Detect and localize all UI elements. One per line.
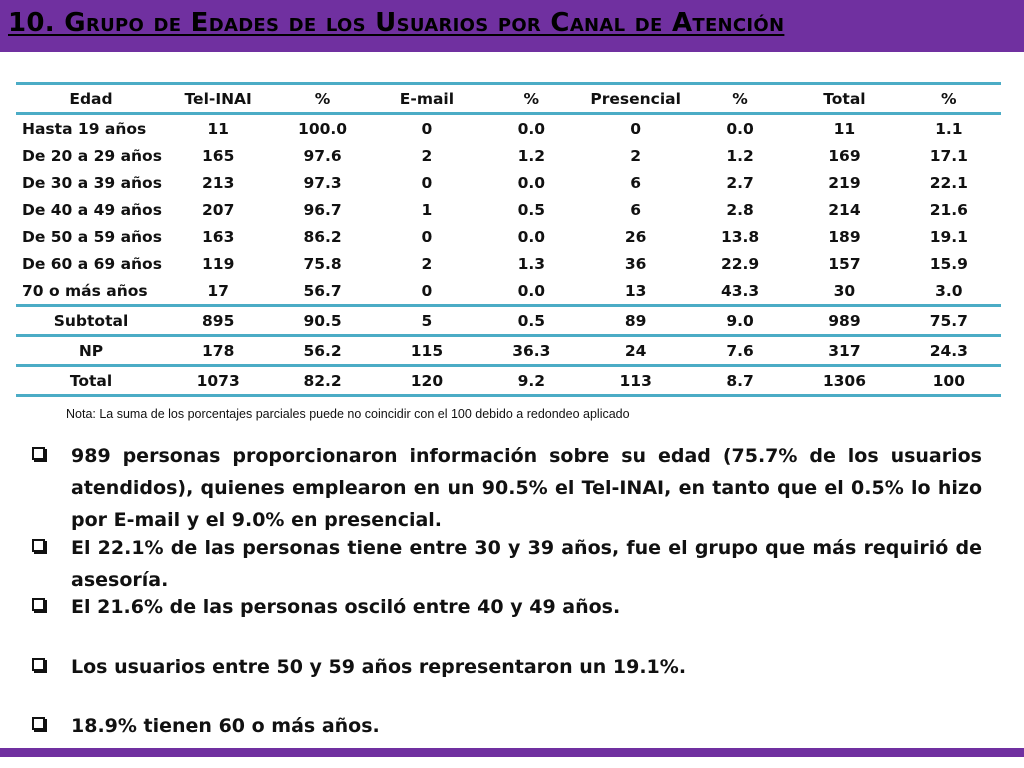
table-cell: 56.2 (270, 336, 374, 366)
table-cell: 1073 (166, 366, 270, 396)
table-cell: 24 (584, 336, 688, 366)
table-cell: 11 (207, 119, 229, 138)
table-cell: 75.7 (897, 306, 1001, 336)
table-cell: 86.2 (303, 227, 342, 246)
table-cell: 1.3 (517, 254, 546, 273)
table-cell: 36 (624, 254, 647, 273)
table-cell: 22.9 (720, 254, 760, 273)
bullet-item (32, 532, 982, 596)
table-cell: 165 (202, 146, 235, 165)
table-cell: 0 (421, 227, 433, 246)
table-cell: 0 (421, 173, 433, 192)
table-cell: 895 (166, 306, 270, 336)
table-cell: 2 (421, 146, 433, 165)
table-cell: 2.8 (726, 200, 754, 219)
table-cell: 15.9 (929, 254, 968, 273)
row-label-cell: NP (16, 336, 166, 366)
checkbox-bullet-icon (32, 717, 45, 730)
table-cell: 8.7 (688, 366, 792, 396)
bullet-item (32, 440, 982, 536)
row-label-cell: Total (16, 366, 166, 396)
table-footnote: Nota: La suma de los porcentajes parciales puede no coincidir con el 100 debido a redondeo aplicado (66, 407, 630, 421)
table-cell: 0.0 (517, 227, 546, 246)
checkbox-bullet-icon (32, 658, 45, 671)
table-cell: 317 (792, 336, 896, 366)
bullet-item (32, 591, 982, 623)
table-cell: 24.3 (897, 336, 1001, 366)
table-row (16, 277, 1001, 306)
table-cell: 36.3 (479, 336, 583, 366)
table-cell: 3.0 (935, 281, 963, 300)
footer-bar (0, 748, 1024, 757)
bullet-text: 18.9% tienen 60 o más años. (71, 715, 380, 737)
table-row (16, 223, 1001, 250)
table-cell: 6 (630, 200, 642, 219)
table-cell: 1.2 (517, 146, 546, 165)
table-row (16, 169, 1001, 196)
table-cell: 17.1 (929, 146, 968, 165)
table-cell: 213 (202, 173, 235, 192)
table-cell: 157 (828, 254, 861, 273)
table-cell: 207 (202, 200, 235, 219)
column-header: Total (823, 89, 866, 108)
table-cell: 56.7 (303, 281, 342, 300)
column-header: Tel-INAI (184, 89, 252, 108)
table-cell: 0.0 (517, 281, 546, 300)
table-cell: 113 (584, 366, 688, 396)
bullet-text: El 21.6% de las personas osciló entre 40 y 49 años. (71, 596, 621, 618)
column-header: % (941, 89, 957, 108)
table-cell: 97.3 (303, 173, 342, 192)
row-label-cell: Subtotal (16, 306, 166, 336)
table-cell: 0.5 (517, 200, 546, 219)
table-cell: 9.2 (479, 366, 583, 396)
row-label-cell: 70 o más años (22, 281, 148, 300)
table-cell: 17 (207, 281, 229, 300)
table-cell: 2.7 (726, 173, 754, 192)
column-header: Presencial (590, 89, 681, 108)
column-header: E-mail (399, 89, 455, 108)
table-cell: 13.8 (720, 227, 760, 246)
table-cell: 1 (421, 200, 433, 219)
table-row (16, 114, 1001, 143)
checkbox-bullet-icon (32, 598, 45, 611)
table-cell: 100.0 (298, 119, 348, 138)
table-cell: 0.0 (517, 173, 546, 192)
table-cell: 96.7 (303, 200, 342, 219)
page-title: 10. Grupo de Edades de los Usuarios por Canal de Atención (8, 8, 785, 38)
table-cell: 0 (421, 281, 433, 300)
age-group-table-container (16, 82, 1001, 397)
bullet-text: 989 personas proporcionaron información sobre su edad (75.7% de los usuarios atendidos), quienes emplearon en un 90.5% el Tel-INAI, en tanto que el 0.5% lo hizo por E-mail y el 9.0% en presencial. (71, 445, 982, 531)
table-cell: 43.3 (720, 281, 760, 300)
table-body (16, 114, 1001, 396)
table-cell: 0.0 (726, 119, 754, 138)
table-cell: 22.1 (929, 173, 968, 192)
column-header: % (732, 89, 748, 108)
table-cell: 13 (624, 281, 647, 300)
table-cell: 90.5 (270, 306, 374, 336)
table-cell: 115 (375, 336, 479, 366)
table-cell: 0 (630, 119, 642, 138)
table-cell: 30 (833, 281, 856, 300)
title-bar (0, 0, 1024, 52)
row-label-cell: De 40 a 49 años (22, 200, 162, 219)
row-label-cell: De 30 a 39 años (22, 173, 162, 192)
table-cell: 1.2 (726, 146, 754, 165)
age-group-table (16, 82, 1001, 397)
table-cell: 0.5 (479, 306, 583, 336)
table-cell: 189 (828, 227, 861, 246)
column-header: Edad (69, 89, 113, 108)
table-cell: 11 (833, 119, 856, 138)
table-cell: 82.2 (270, 366, 374, 396)
bullet-item (32, 651, 982, 683)
table-cell: 178 (166, 336, 270, 366)
checkbox-bullet-icon (32, 539, 45, 552)
table-cell: 989 (792, 306, 896, 336)
table-cell: 89 (584, 306, 688, 336)
row-label-cell: De 20 a 29 años (22, 146, 162, 165)
table-cell: 21.6 (929, 200, 968, 219)
table-cell: 75.8 (303, 254, 342, 273)
table-cell: 7.6 (688, 336, 792, 366)
row-label-cell: Hasta 19 años (22, 119, 147, 138)
table-row (16, 142, 1001, 169)
table-cell: 219 (828, 173, 861, 192)
table-cell: 0 (421, 119, 433, 138)
table-cell: 100 (897, 366, 1001, 396)
table-cell: 19.1 (929, 227, 968, 246)
table-cell: 9.0 (688, 306, 792, 336)
table-cell: 2 (630, 146, 642, 165)
table-cell: 6 (630, 173, 642, 192)
bullet-item (32, 710, 982, 742)
table-cell: 120 (375, 366, 479, 396)
table-cell: 2 (421, 254, 433, 273)
row-label-cell: De 50 a 59 años (22, 227, 162, 246)
summary-row (16, 306, 1001, 336)
table-row (16, 250, 1001, 277)
table-header-row (16, 84, 1001, 114)
table-cell: 119 (202, 254, 235, 273)
bullet-text: El 22.1% de las personas tiene entre 30 y 39 años, fue el grupo que más requirió de asesoría. (71, 537, 982, 591)
column-header: % (523, 89, 540, 108)
table-cell: 169 (828, 146, 861, 165)
table-cell: 163 (202, 227, 235, 246)
bullet-text: Los usuarios entre 50 y 59 años representaron un 19.1%. (71, 656, 687, 678)
row-label-cell: De 60 a 69 años (22, 254, 162, 273)
table-cell: 1.1 (935, 119, 963, 138)
table-cell: 97.6 (303, 146, 342, 165)
summary-row (16, 336, 1001, 366)
table-cell: 214 (828, 200, 861, 219)
table-cell: 26 (624, 227, 647, 246)
checkbox-bullet-icon (32, 447, 45, 460)
column-header: % (314, 89, 331, 108)
table-cell: 1306 (792, 366, 896, 396)
table-cell: 5 (375, 306, 479, 336)
table-row (16, 196, 1001, 223)
table-cell: 0.0 (517, 119, 546, 138)
table-header (16, 84, 1001, 114)
summary-row (16, 366, 1001, 396)
